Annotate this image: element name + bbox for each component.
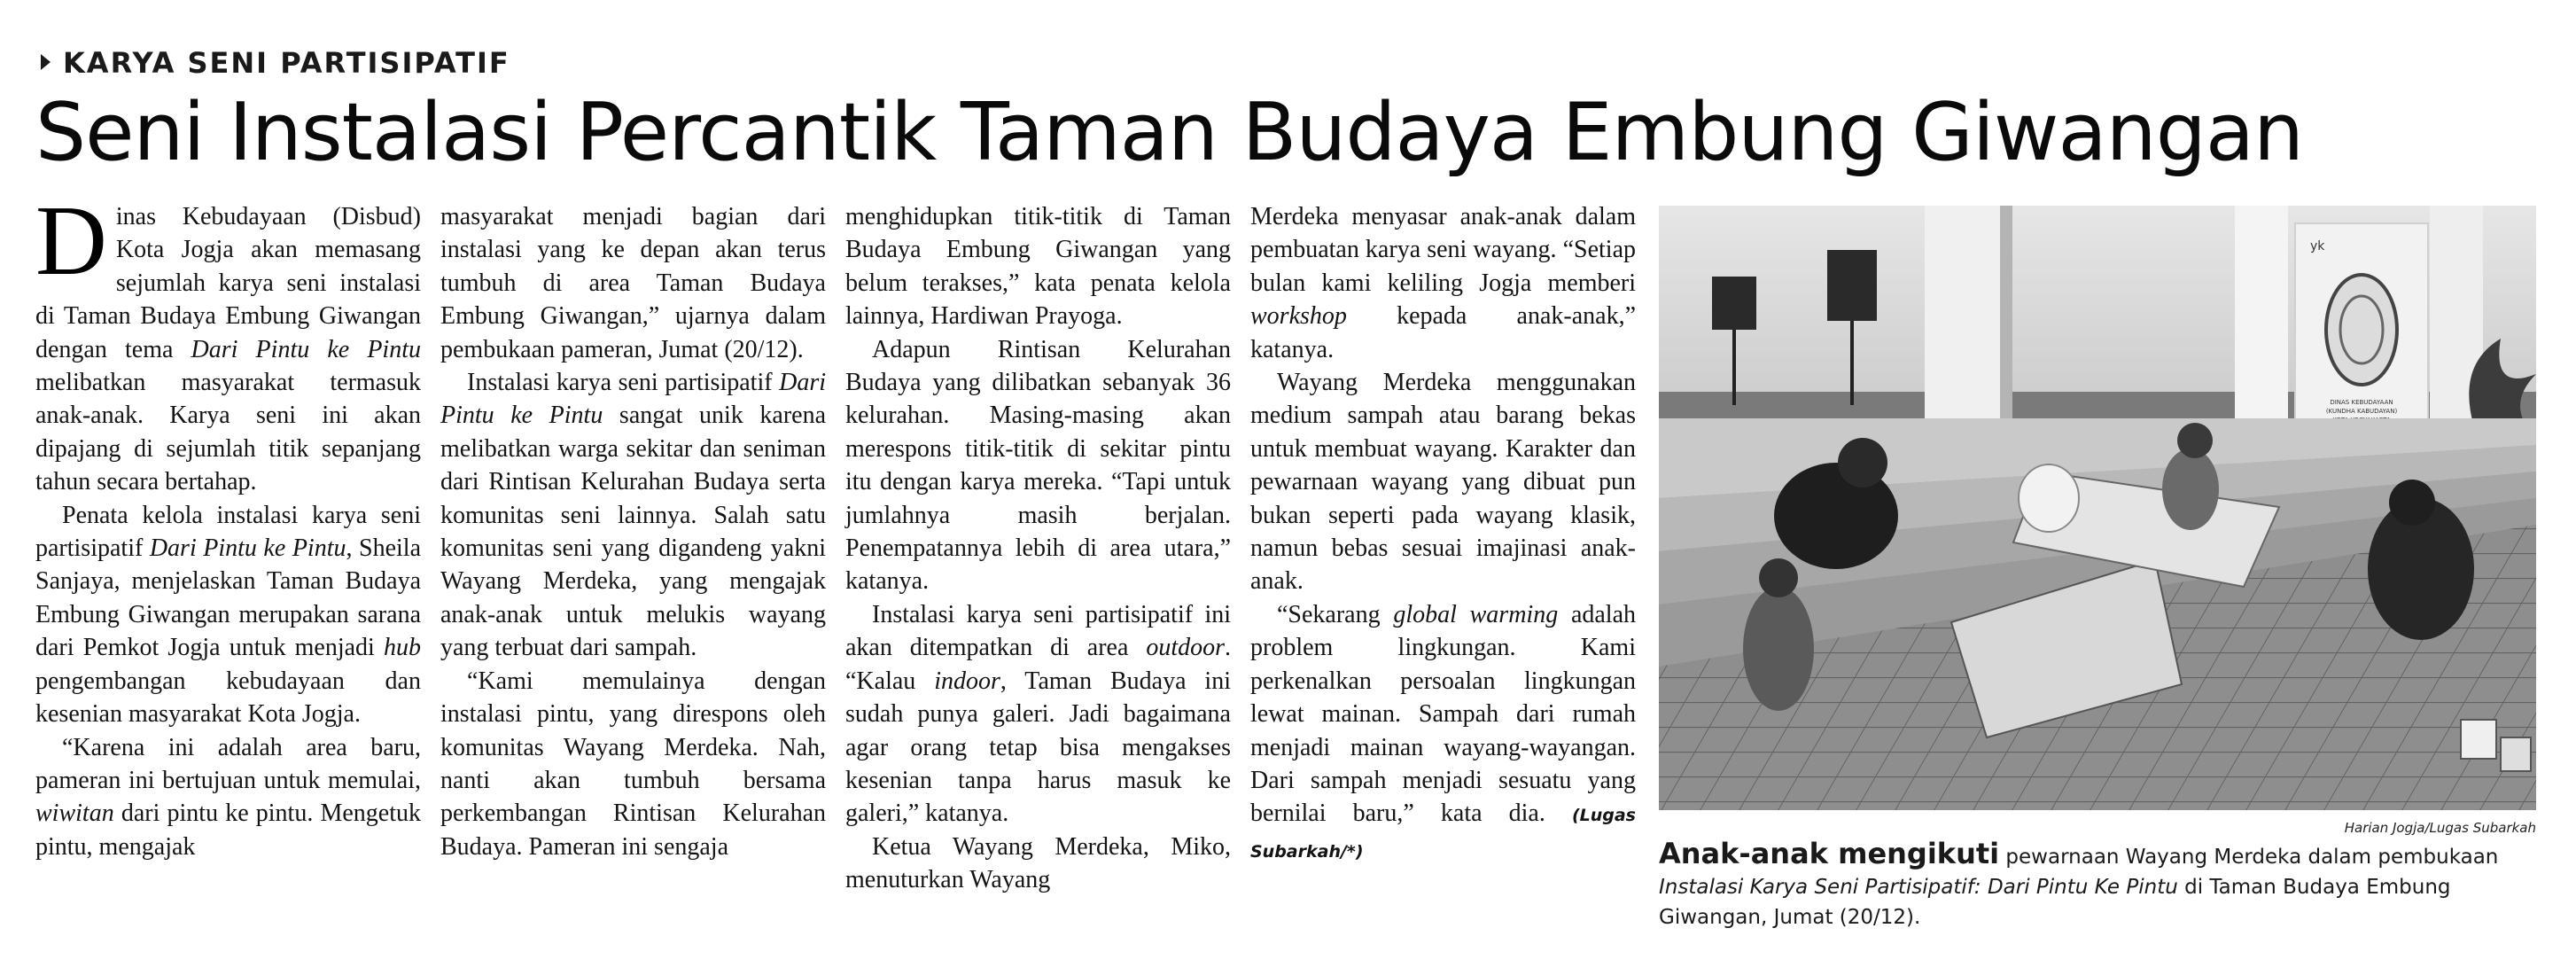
paragraph: Instalasi karya seni partisipatif Dari Pintu ke Pintu sangat unik karena melibatkan warga sekitar dan seniman dari Rintisan Kelurahan Budaya serta komunitas seni lainnya. Salah satu komunitas seni yang digandeng yakni Wayang Merdeka, yang mengajak anak-anak untuk melukis wayang yang terbuat dari sampah. bbox=[440, 369, 826, 662]
photo-illustration bbox=[1659, 206, 2536, 810]
article-column-3 bbox=[845, 200, 1231, 897]
paragraph: Ketua Wayang Merdeka, Miko, menuturkan Wayang bbox=[845, 832, 1231, 894]
paragraph: “Kami memulainya dengan instalasi pintu, yang direspons oleh komunitas Wayang Merdeka. Nah, nanti akan tumbuh bersama perkembangan Rintisan Kelurahan Budaya. Pameran ini sengaja bbox=[440, 667, 826, 861]
news-photo bbox=[1659, 206, 2536, 810]
paragraph: Wayang Merdeka menggunakan medium sampah atau barang bekas untuk membuat wayang. Karakter dan pewarnaan wayang yang dibuat pun bukan seperti pada wayang klasik, namun bebas sesuai imajinasi anak-anak. bbox=[1250, 369, 1636, 596]
photo-caption: Anak-anak mengikuti pewarnaan Wayang Merdeka dalam pembukaan Instalasi Karya Seni Partisipatif: Dari Pintu Ke Pintu di Taman Budaya Embung Giwangan, Jumat (20/12). bbox=[1659, 837, 2499, 929]
sign-text-line-2: (KUNDHA KABUDAYAN) bbox=[2325, 408, 2398, 415]
emblem-icon bbox=[2326, 275, 2397, 385]
paragraph: Penata kelola instalasi karya seni partisipatif Dari Pintu ke Pintu, Sheila Sanjaya, menjelaskan Taman Budaya Embung Giwangan merupakan sarana dari Pemkot Jogja untuk menjadi hub pengembangan kebudayaan dan kesenian masyarakat Kota Jogja. bbox=[35, 501, 421, 729]
article-column-2 bbox=[440, 200, 826, 863]
paragraph: “Karena ini adalah area baru, pameran ini bertujuan untuk memulai, wiwitan dari pintu ke pintu. Mengetuk pintu, mengajak bbox=[35, 733, 421, 861]
paragraph: Adapun Rintisan Kelurahan Budaya yang dilibatkan sebanyak 36 kelurahan. Masing-masing akan merespons titik-titik di sekitar pintu itu dengan karya mereka. “Tapi untuk jumlahnya masih berjalan. Penempatannya lebih di area utara,” katanya. bbox=[845, 335, 1231, 596]
paragraph: Dinas Kebudayaan (Disbud) Kota Jogja akan memasang sejumlah karya seni instalasi di Taman Budaya Embung Giwangan dengan tema Dari Pintu ke Pintu melibatkan masyarakat termasuk anak-anak. Karya seni ini akan dipajang di sejumlah titik sepanjang tahun secara bertahap. bbox=[35, 186, 421, 496]
article-column-1 bbox=[35, 186, 421, 863]
headline: Seni Instalasi Percantik Taman Budaya Embung Giwangan bbox=[35, 86, 2304, 179]
kicker-label: KARYA SENI PARTISIPATIF bbox=[63, 46, 510, 80]
photo-credit: Harian Jogja/Lugas Subarkah bbox=[2344, 820, 2536, 836]
byline: (Lugas Subarkah/*) bbox=[1250, 806, 1636, 862]
triangle-bullet-icon bbox=[41, 54, 51, 70]
paragraph: masyarakat menjadi bagian dari instalasi yang ke depan akan terus tumbuh di area Taman Budaya Embung Giwangan,” ujarnya dalam pembukaan pameran, Jumat (20/12). bbox=[440, 203, 826, 363]
paragraph: Instalasi karya seni partisipatif ini akan ditempatkan di area outdoor. “Kalau indoor, Taman Budaya ini sudah punya galeri. Jadi bagaimana agar orang tetap bisa mengakses kesenian tanpa harus masuk ke galeri,” katanya. bbox=[845, 600, 1231, 828]
paragraph: menghidupkan titik-titik di Taman Budaya Embung Giwangan yang belum terakses,” kata penata kelola lainnya, Hardiwan Prayoga. bbox=[845, 203, 1231, 331]
paragraph: “Sekarang global warming adalah problem lingkungan. Kami perkenalkan persoalan lingkungan lewat mainan. Sampah dari rumah menjadi mainan wayang-wayangan. Dari sampah menjadi sesuatu yang bernilai baru,” kata dia. (Lugas Subarkah/*) bbox=[1250, 600, 1637, 862]
sign-text-line-1: DINAS KEBUDAYAAN bbox=[2330, 399, 2393, 406]
section-kicker bbox=[41, 46, 510, 80]
drop-cap: D bbox=[35, 186, 107, 296]
paragraph: Merdeka menyasar anak-anak dalam pembuatan karya seni wayang. “Setiap bulan kami keliling Jogja memberi workshop kepada anak-anak,” katanya. bbox=[1250, 203, 1636, 363]
banner-corner-mark: yk bbox=[2310, 239, 2325, 254]
article-column-4 bbox=[1250, 200, 1636, 869]
